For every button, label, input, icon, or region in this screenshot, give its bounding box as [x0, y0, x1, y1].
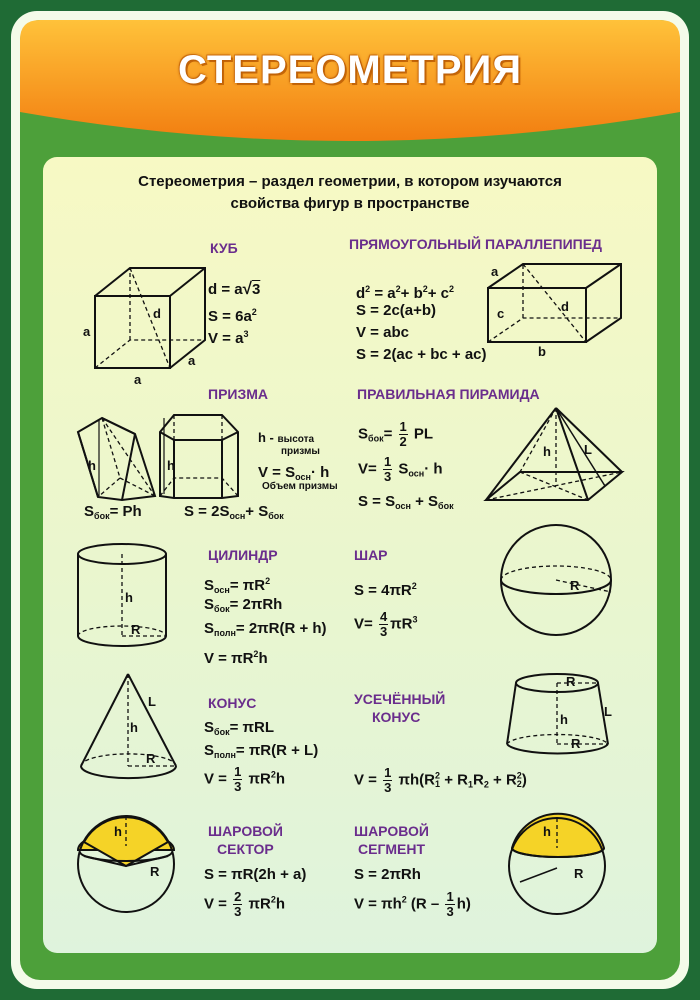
- formula-prism-area: $S = 2S_{осн}+ S_{бок}$: [184, 503, 284, 521]
- formula-prism-volume: $V = S_{осн}\cdot h$: [258, 464, 330, 482]
- cube-label-a-left: a: [83, 324, 91, 339]
- formula-sector-volume: V = $\frac{2}{3}$ $\pi R^2h$: [204, 889, 286, 919]
- segment-label-h: h: [543, 824, 551, 839]
- prism1-label-h: h: [88, 458, 96, 473]
- formula-sphere-volume: V= $\frac{4}{3}$ $\pi R^3$: [354, 609, 418, 639]
- sector-label-r: R: [150, 864, 160, 879]
- heading-cone: КОНУС: [208, 695, 257, 711]
- frustum-label-r-top: R: [566, 674, 576, 689]
- formula-cuboid-volume: V = abc: [356, 324, 409, 341]
- heading-sphere: ШАР: [354, 547, 388, 563]
- ball-segment-figure: [509, 814, 605, 914]
- formula-cone-total: $S_{полн}= \pi R(R + L)$: [204, 742, 319, 760]
- formula-pyramid-area: $S = S_{осн} + S_{бок}$: [358, 493, 454, 511]
- prism2-label-h: h: [167, 458, 175, 473]
- frustum-label-h: h: [560, 712, 568, 727]
- cylinder-figure: [78, 544, 166, 646]
- figure-labels: [83, 264, 612, 881]
- heading-segment-1: ШАРОВОЙ: [354, 823, 429, 839]
- cone-label-r: R: [146, 751, 156, 766]
- cuboid-label-a: a: [491, 264, 499, 279]
- heading-prism: ПРИЗМА: [208, 386, 269, 402]
- formula-cylinder-lateral: $S_{бок}= 2\pi Rh$: [204, 596, 283, 614]
- formula-segment-area: S = 2πRh: [354, 866, 421, 883]
- prism-note-height: высота: [277, 434, 315, 445]
- cone-label-l: L: [148, 694, 156, 709]
- formula-cylinder-base: $S_{осн}= \pi R^2$: [204, 576, 271, 595]
- heading-cube: КУБ: [210, 240, 238, 256]
- formula-cone-volume: V = $\frac{1}{3}$ $\pi R^2h$: [204, 764, 286, 794]
- prism-note-h: [258, 430, 314, 445]
- formula-pyramid-lateral: $S_{бок}=$ $\frac{1}{2}$ PL: [358, 419, 434, 449]
- cuboid-figure: [488, 264, 621, 342]
- cube-label-a-bottom: a: [134, 372, 142, 387]
- frustum-label-l: L: [604, 704, 612, 719]
- ball-sector-figure: [78, 816, 174, 912]
- formula-cube-area: $S = 6a^2$: [208, 307, 257, 325]
- heading-frustum-1: УСЕЧЁННЫЙ: [354, 691, 446, 707]
- cylinder-label-r: R: [131, 622, 141, 637]
- sector-label-h: h: [114, 824, 122, 839]
- heading-sector-2: СЕКТОР: [217, 841, 274, 857]
- prism-note-h-text: h -: [258, 430, 274, 445]
- formula-cuboid-lateral: S = 2c(a+b): [356, 302, 437, 319]
- frustum-figure: [507, 674, 608, 753]
- intro-line-1: Стереометрия – раздел геометрии, в котором изучаются: [138, 173, 562, 190]
- sphere-figure: [501, 525, 611, 635]
- formula-cuboid-area: S = 2(ac + bc + ac): [356, 346, 487, 363]
- pyramid-label-h: h: [543, 444, 551, 459]
- heading-pyramid: ПРАВИЛЬНАЯ ПИРАМИДА: [357, 386, 540, 402]
- heading-cuboid: ПРЯМОУГОЛЬНЫЙ ПАРАЛЛЕПИПЕД: [349, 236, 603, 252]
- pyramid-label-l: L: [584, 442, 592, 457]
- page-title: СТЕРЕОМЕТРИЯ: [177, 48, 523, 92]
- heading-cylinder: ЦИЛИНДР: [208, 547, 278, 563]
- sphere-label-r: R: [570, 578, 580, 593]
- cone-figure: [81, 674, 176, 778]
- cuboid-label-c: c: [497, 306, 505, 321]
- formula-cube-volume: $V = a^3$: [208, 329, 249, 347]
- formula-cylinder-volume: $V = \pi R^2h$: [204, 649, 268, 667]
- formula-cylinder-total: $S_{полн}= 2\pi R(R + h)$: [204, 620, 327, 638]
- cuboid-label-b: b: [538, 344, 546, 359]
- frustum-label-r-bottom: R: [571, 736, 581, 751]
- right-prism-figure: [160, 415, 238, 498]
- intro-line-2: свойства фигур в пространстве: [230, 195, 470, 212]
- segment-label-r: R: [574, 866, 584, 881]
- cylinder-label-h: h: [125, 590, 133, 605]
- heading-frustum-2: КОНУС: [372, 709, 421, 725]
- formula-cube-diagonal: d = a√3: [208, 279, 261, 298]
- heading-sector-1: ШАРОВОЙ: [208, 823, 283, 839]
- cuboid-label-d: d: [561, 299, 569, 314]
- formula-cone-lateral: $S_{бок}= \pi RL$: [204, 719, 274, 737]
- formula-segment-volume: $V = \pi h^2$ (R – $\frac{1}{3}$ h): [354, 889, 471, 919]
- prism-note-volume: Объем призмы: [262, 481, 338, 492]
- formula-prism-lateral: $S_{бок}= Ph$: [84, 503, 142, 521]
- formula-pyramid-volume: V= $\frac{1}{3}$ $S_{осн}\cdot h$: [358, 454, 443, 484]
- cone-label-h: h: [130, 720, 138, 735]
- formula-sector-area: S = πR(2h + a): [204, 866, 307, 883]
- formula-sphere-area: $S = 4\pi R^2$: [354, 581, 417, 599]
- heading-segment-2: СЕГМЕНТ: [358, 841, 426, 857]
- prism-note-prism: призмы: [281, 446, 320, 457]
- formula-cuboid-diagonal: $d^2 = a^2+ b^2+ c^2$: [356, 284, 455, 302]
- cube-label-d: d: [153, 306, 161, 321]
- pyramid-figure: [486, 408, 622, 500]
- cube-label-a-side: a: [188, 353, 196, 368]
- formula-frustum-volume: V = $\frac{1}{3}$ $\pi h(R^2_1 + R_1R_2 + R^2_2)$: [354, 765, 527, 795]
